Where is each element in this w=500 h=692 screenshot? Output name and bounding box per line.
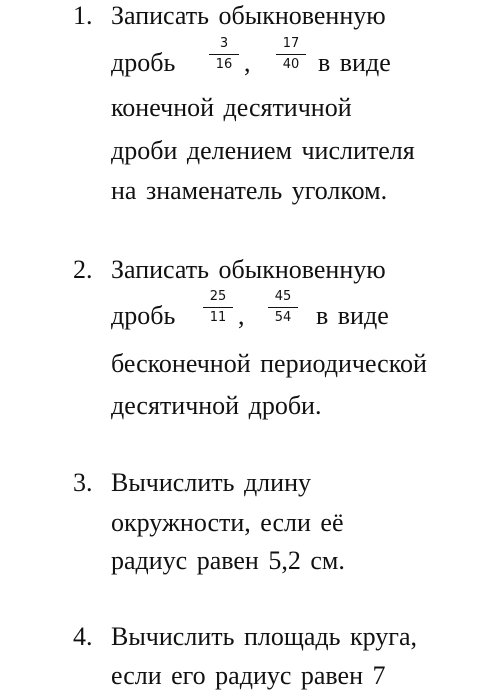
fraction-denominator: 16 [215,57,233,73]
fraction [207,37,241,72]
fraction-bar [209,54,239,55]
fraction [274,37,308,72]
task-number: 2. [73,255,93,284]
fraction-bar [268,307,298,308]
fraction-bar [203,307,233,308]
fraction [266,290,300,325]
task-text-line: в виде [316,301,389,330]
task-text-line: дроби делением числителя [111,136,415,165]
task-text-line: радиус равен 5,2 см. [111,546,345,575]
task-text-line: если его радиус равен 7 [111,661,386,690]
task-number: 3. [73,468,93,497]
fraction [201,290,235,325]
task-text-line: дробь [111,48,176,77]
task-text-line: окружности, если её [111,508,344,537]
task-text-line: Записать обыкновенную [111,255,386,284]
fraction-separator: , [238,301,245,330]
task-text-line: Вычислить площадь круга, [111,622,417,651]
task-text-line: дробь [111,301,176,330]
task-text-line: Вычислить длину [111,468,311,497]
task-text-line: десятичной дроби. [111,391,322,420]
fraction-numerator: 17 [282,36,300,51]
fraction-numerator: 25 [209,289,227,304]
fraction-separator: , [244,48,251,77]
fraction-numerator: 45 [274,289,292,304]
task-number: 4. [73,622,93,651]
fraction-bar [276,54,306,55]
fraction-denominator: 54 [274,310,292,326]
fraction-denominator: 11 [209,310,227,326]
fraction-numerator: 3 [219,36,229,51]
task-text-line: Записать обыкновенную [111,1,386,30]
task-text-line: на знаменатель уголком. [111,176,388,205]
task-text-line: бесконечной периодической [111,349,427,378]
task-text-line: в виде [318,48,391,77]
fraction-denominator: 40 [282,57,300,73]
task-number: 1. [73,1,93,30]
task-text-line: конечной десятичной [111,93,352,122]
